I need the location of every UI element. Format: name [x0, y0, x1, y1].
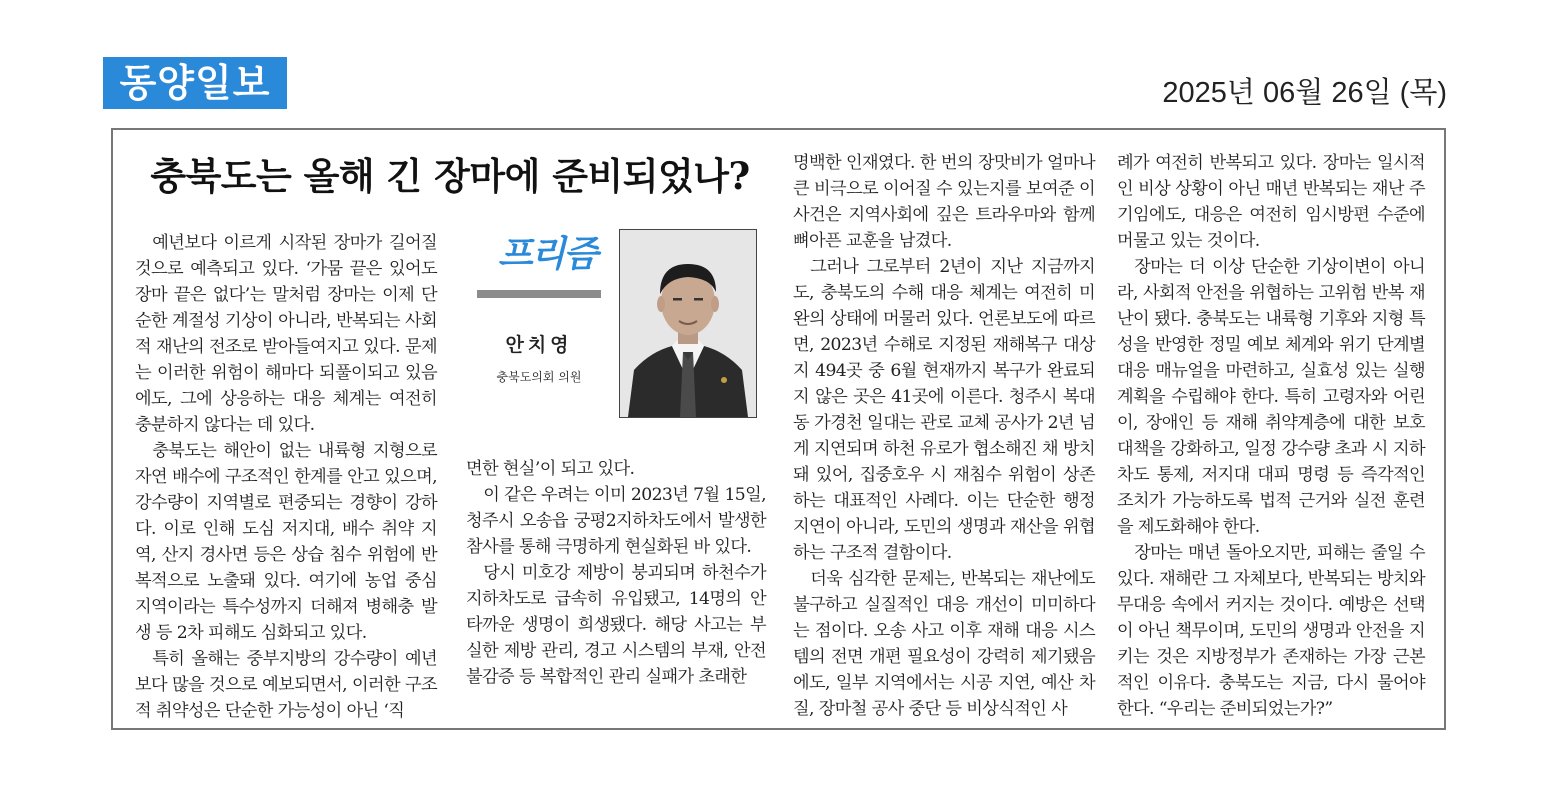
article-headline: 충북도는 올해 긴 장마에 준비되었나?	[150, 154, 750, 198]
text-column-1	[135, 230, 437, 724]
author-name: 안치영	[505, 334, 573, 356]
issue-date: 2025년 06월 26일 (목)	[1162, 77, 1447, 109]
paragraph: 더욱 심각한 문제는, 반복되는 재난에도 불구하고 실질적인 대응 개선이 미미하다는 점이다. 오송 사고 이후 재해 대응 시스템의 전면 개편 필요성이 강력히 제기됐음에도, 일부 지역에서는 시공 지연, 예산 차질, 장마철 공사 중단 등 비상식적인 사	[793, 569, 1095, 719]
text-column-4	[1117, 150, 1425, 722]
paragraph: 그러나 그로부터 2년이 지난 지금까지도, 충북도의 수해 대응 체계는 여전히 미완의 상태에 머물러 있다. 언론보도에 따르면, 2023년 수해로 지정된 재해복구 대상지 494곳 중 6월 현재까지 복구가 완료되지 않은 곳은 41곳에 이른다. 청주시 복대동 가경천 일대는 관로 교체 공사가 2년 넘게 지연되며 하천 유로가 협소해진 채 방치돼 있어, 집중호우 시 재침수 위험이 상존하는 대표적인 사례다. 이는 단순한 행정 지연이 아니라, 도민의 생명과 재산을 위협하는 구조적 결함이다.	[793, 257, 1095, 563]
paragraph: 특히 올해는 중부지방의 강수량이 예년보다 많을 것으로 예보되면서, 이러한 구조적 취약성은 단순한 가능성이 아닌 ‘직	[135, 649, 437, 721]
author-title: 충북도의회 의원	[496, 370, 582, 384]
author-portrait-icon	[620, 230, 756, 417]
paragraph: 충북도는 해안이 없는 내륙형 지형으로 자연 배수에 구조적인 한계를 안고 있으며, 강수량이 지역별로 편중되는 경향이 강하다. 이로 인해 도심 저지대, 배수 취약 지역, 산지 경사면 등은 상습 침수 위험에 반복적으로 노출돼 있다. 여기에 농업 중심 지역이라는 특수성까지 더해져 병해충 발생 등 2차 피해도 심화되고 있다.	[135, 441, 437, 643]
column-title: 프리즘	[497, 234, 597, 275]
text-column-2	[466, 456, 766, 690]
paragraph: 당시 미호강 제방이 붕괴되며 하천수가 지하차도로 급속히 유입됐고, 14명의 안타까운 생명이 희생됐다. 해당 사고는 부실한 제방 관리, 경고 시스템의 부재, 안전불감증 등 복합적인 관리 실패가 초래한	[466, 563, 766, 687]
text-column-3	[793, 150, 1095, 722]
author-photo	[619, 229, 757, 418]
paragraph: 례가 여전히 반복되고 있다. 장마는 일시적인 비상 상황이 아닌 매년 반복되는 재난 주기임에도, 대응은 여전히 임시방편 수준에 머물고 있는 것이다.	[1117, 153, 1425, 251]
paragraph: 장마는 매년 돌아오지만, 피해는 줄일 수 있다. 재해란 그 자체보다, 반복되는 방치와 무대응 속에서 커지는 것이다. 예방은 선택이 아닌 책무이며, 도민의 생명과 안전을 지키는 것은 지방정부가 존재하는 가장 근본적인 이유다. 충북도는 지금, 다시 물어야 한다. “우리는 준비되었는가?”	[1117, 543, 1425, 719]
column-title-bar	[477, 290, 601, 298]
paragraph: 명백한 인재였다. 한 번의 장맛비가 얼마나 큰 비극으로 이어질 수 있는지를 보여준 이 사건은 지역사회에 깊은 트라우마와 함께 뼈아픈 교훈을 남겼다.	[793, 153, 1095, 251]
column-byline-box	[477, 228, 617, 418]
paragraph: 예년보다 이르게 시작된 장마가 길어질 것으로 예측되고 있다. ‘가뭄 끝은 있어도 장마 끝은 없다’는 말처럼 장마는 이제 단순한 계절성 기상이 아니라, 반복되는 사회적 재난의 전조로 받아들여지고 있다. 문제는 이러한 위험이 해마다 되풀이되고 있음에도, 그에 상응하는 대응 체계는 여전히 충분하지 않다는 데 있다.	[135, 233, 437, 435]
paragraph: 면한 현실’이 되고 있다.	[466, 459, 635, 479]
newspaper-logo: 동양일보	[103, 57, 287, 109]
paragraph: 이 같은 우려는 이미 2023년 7월 15일, 청주시 오송읍 궁평2지하차도에서 발생한 참사를 통해 극명하게 현실화된 바 있다.	[466, 485, 766, 557]
paragraph: 장마는 더 이상 단순한 기상이변이 아니라, 사회적 안전을 위협하는 고위험 반복 재난이 됐다. 충북도는 내륙형 기후와 지형 특성을 반영한 정밀 예보 체계와 위기 단계별 대응 매뉴얼을 마련하고, 실효성 있는 실행계획을 수립해야 한다. 특히 고령자와 어린이, 장애인 등 재해 취약계층에 대한 보호 대책을 강화하고, 일정 강수량 초과 시 지하차도 통제, 저지대 대피 명령 등 즉각적인 조치가 가능하도록 법적 근거와 실전 훈련을 제도화해야 한다.	[1117, 257, 1425, 537]
